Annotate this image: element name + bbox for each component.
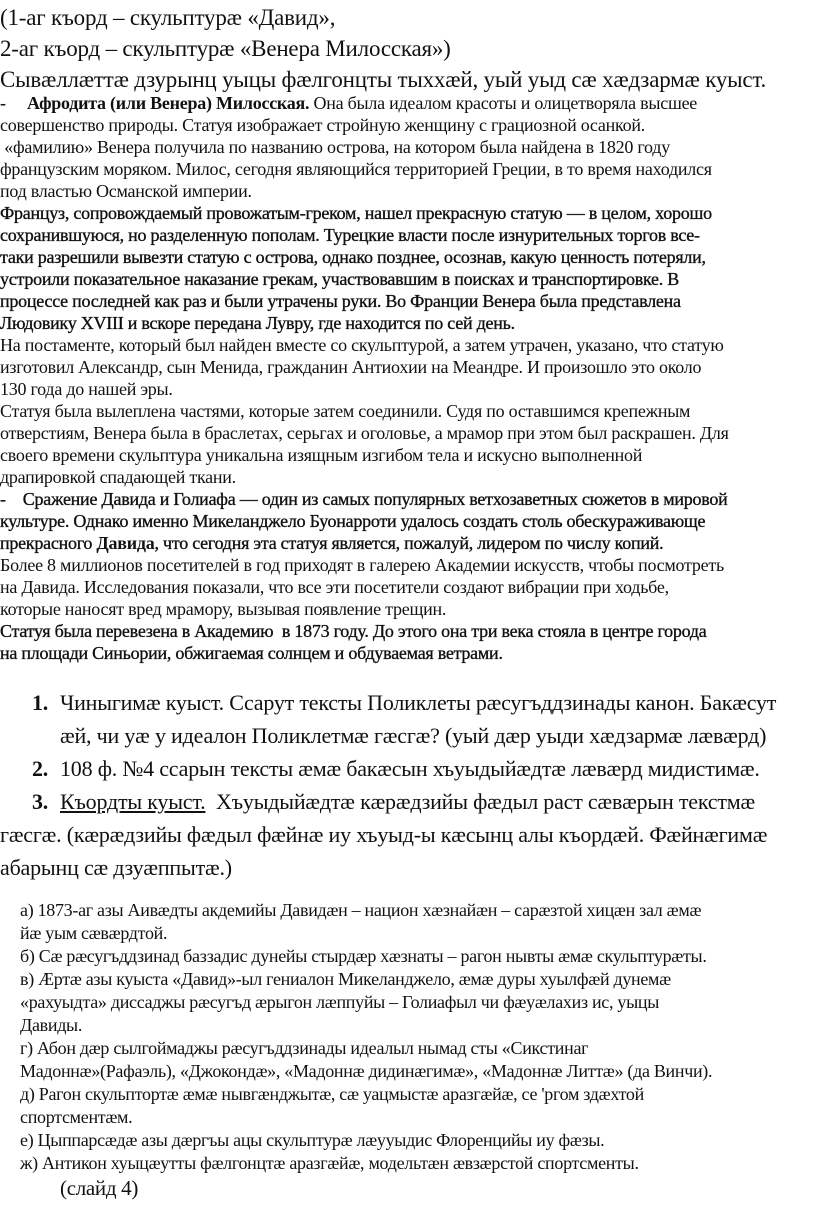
- text-segment: , что сегодня эта статуя является, пожалуй, лидером по числу копий.: [154, 533, 664, 553]
- text-segment: Более 8 миллионов посетителей в год приходят в галерею Академии искусств, чтобы посмотреть: [0, 555, 724, 575]
- text-segment: французским моряком. Милос, сегодня являющийся территорией Греции, в то время находился: [0, 159, 712, 179]
- statement-line: Мадоннæ»(Рафаэль), «Джокондæ», «Мадоннæ дидинæгимæ», «Мадоннæ Литтæ» (да Винчи).: [20, 1061, 713, 1081]
- bold-text: -: [0, 93, 27, 113]
- text-line: [0, 642, 816, 664]
- task-number: 2.: [32, 756, 49, 781]
- text-line: [0, 290, 816, 312]
- text-line: [0, 158, 816, 180]
- task-number: 1.: [32, 690, 49, 715]
- task-text: 108 ф. №4 ссарын тексты æмæ бакæсын хъуыдыйæдтæ лæвæрд мидистимæ.: [60, 756, 760, 781]
- text-line: [0, 400, 816, 422]
- statement-list: [20, 899, 816, 1202]
- text-segment: Статуя была перевезена в Академию в 1873 году. До этого она три века стояла в центре города: [0, 621, 707, 641]
- task-number: 3.: [32, 789, 49, 814]
- text-segment: культуре. Однако именно Микеланджело Буонарроти удалось создать столь обескураживающе: [0, 511, 706, 531]
- reading-text: [0, 92, 816, 664]
- text-segment: отверстиям, Венера была в браслетах, серьгах и оголовье, а мрамор при этом был раскрашен. Для: [0, 423, 729, 443]
- instruction-line: Сывæллæттæ дзурынц уыцы фæлгонцты тыххæй, уый уыд сæ хæдзармæ куыст.: [0, 67, 767, 92]
- statement-line: е) Цыппарсæдæ азы дæргъы ацы скульптурæ лæууыдис Флоренцийы иу фæзы.: [20, 1130, 605, 1150]
- text-line: [0, 576, 816, 598]
- text-line: [0, 136, 816, 158]
- text-line: [0, 488, 816, 510]
- text-line: [0, 334, 816, 356]
- text-segment: которые наносят вред мрамору, вызывая появление трещин.: [0, 599, 447, 619]
- text-segment: сохранившуюся, но разделенную пополам. Турецкие власти после изнурительных торгов все-: [0, 225, 700, 245]
- text-segment: «фамилию» Венера получила по названию острова, на котором была найдена в 1820 году: [0, 137, 670, 157]
- task-text: Хъуыдыйæдтæ кæрæдзийы фæдыл раст сæвæрын текстмæ: [205, 789, 755, 814]
- task-text-continuation: гæсгæ. (кæрæдзийы фæдыл фæйнæ иу хъуыд-ы кæсынц алы къордæй. Фæйнæгимæ: [0, 822, 768, 847]
- text-line: [0, 466, 816, 488]
- statement-line: спортсментæм.: [20, 1107, 133, 1127]
- text-segment: устроили показательное наказание грекам, участвовавшим в поисках и транспортировке. В: [0, 269, 679, 289]
- text-segment: - Сражение Давида и Голиафа — один из самых популярных ветхозаветных сюжетов в мировой: [0, 489, 728, 509]
- task-item-3: [0, 785, 816, 818]
- statement-line: Давиды.: [20, 1015, 83, 1035]
- task-item-1: [0, 686, 816, 719]
- text-segment: Людовику XVIII и вскоре передана Лувру, где находится по сей день.: [0, 313, 515, 333]
- text-line: [0, 598, 816, 620]
- text-segment: своего времени скульптура уникальна изящным изгибом тела и искусно выполненной: [0, 445, 643, 465]
- text-line: [0, 422, 816, 444]
- text-line: [0, 378, 816, 400]
- task-text-continuation: æй, чи уæ у идеалон Поликлетмæ гæсгæ? (уый дæр уыди хæдзармæ лæвæрд): [60, 723, 767, 748]
- text-segment: 130 года до нашей эры.: [0, 379, 173, 399]
- group-2-assignment: 2-аг къорд – скульптурæ «Венера Милосская»): [0, 36, 451, 61]
- text-segment: прекрасного: [0, 533, 97, 553]
- text-line: [0, 114, 816, 136]
- task-text-continuation: абарынц сæ дзуæппытæ.): [0, 855, 232, 880]
- bold-text: Афродита (или Венера) Милосская.: [27, 93, 310, 113]
- text-line: [0, 202, 816, 224]
- text-line: [0, 510, 816, 532]
- text-line: [0, 532, 816, 554]
- text-segment: Француз, сопровождаемый провожатым-греком, нашел прекрасную статую — в целом, хорошо: [0, 203, 712, 223]
- statement-line: а) 1873-аг азы Аивæдты акдемийы Давидæн – национ хæзнайæн – сарæзтой хицæн зал æмæ: [20, 900, 702, 920]
- document-header: [0, 2, 816, 95]
- text-line: [0, 246, 816, 268]
- text-segment: под властью Османской империи.: [0, 181, 252, 201]
- slide-reference: (слайд 4): [60, 1176, 139, 1200]
- text-line: [0, 554, 816, 576]
- text-segment: Она была идеалом красоты и олицетворяла высшее: [309, 93, 698, 113]
- text-line: [0, 444, 816, 466]
- task-text: Чиныгимæ куыст. Ссарут тексты Поликлеты рæсугъддзинады канон. Бакæсут: [60, 690, 777, 715]
- text-segment: изготовил Александр, сын Менида, гражданин Антиохии на Меандре. И произошло это около: [0, 357, 702, 377]
- group-1-assignment: (1-аг къорд – скульптурæ «Давид»,: [0, 5, 336, 30]
- text-line: [0, 312, 816, 334]
- text-segment: Статуя была вылеплена частями, которые затем соединили. Судя по оставшимся крепежным: [0, 401, 691, 421]
- statement-line: б) Сæ рæсугъддзинад баззадис дунейы стырдæр хæзнаты – рагон нывты æмæ скульптурæты.: [20, 946, 707, 966]
- text-line: [0, 180, 816, 202]
- text-line: [0, 356, 816, 378]
- text-segment: На постаменте, который был найден вместе со скульптурой, а затем утрачен, указано, что статую: [0, 335, 724, 355]
- statement-line: в) Æртæ азы куыста «Давид»-ыл гениалон Микеланджело, æмæ дуры хуылфæй дунемæ: [20, 969, 671, 989]
- text-line: [0, 268, 816, 290]
- statement-line: «рахуыдта» диссаджы рæсугъд æрыгон лæппуйы – Голиафыл чи фæуæлахиз ис, уыцы: [20, 992, 660, 1012]
- text-line: [0, 92, 816, 114]
- task-item-2: [0, 752, 816, 785]
- task-list: [0, 686, 816, 884]
- statement-line: йæ уым сæвæрдтой.: [20, 923, 168, 943]
- text-segment: таки разрешили вывезти статую с острова, однако позднее, осознав, какую ценность потеряли,: [0, 247, 706, 267]
- text-segment: процессе последней как раз и были утрачены руки. Во Франции Венера была представлена: [0, 291, 681, 311]
- text-segment: на Давида. Исследования показали, что все эти посетители создают вибрации при ходьбе,: [0, 577, 669, 597]
- text-line: [0, 224, 816, 246]
- text-segment: драпировкой спадающей ткани.: [0, 467, 236, 487]
- statement-line: г) Абон дæр сылгоймаджы рæсугъддзинады идеалыл нымад сты «Сикстинаг: [20, 1038, 589, 1058]
- text-line: [0, 620, 816, 642]
- text-segment: на площади Синьории, обжигаемая солнцем и обдуваемая ветрами.: [0, 643, 503, 663]
- bold-text: Давида: [96, 533, 155, 553]
- statement-line: ж) Антикон хуыцæутты фæлгонцтæ аразгæйæ, модельтæн æвзæрстой спортсменты.: [20, 1153, 639, 1173]
- statement-line: д) Рагон скульптортæ æмæ нывгæнджытæ, сæ уацмыстæ аразгæйæ, се 'ргом здæхтой: [20, 1084, 644, 1104]
- task-heading-underlined: Къордты куыст.: [60, 789, 206, 814]
- text-segment: совершенство природы. Статуя изображает стройную женщину с грациозной осанкой.: [0, 115, 645, 135]
